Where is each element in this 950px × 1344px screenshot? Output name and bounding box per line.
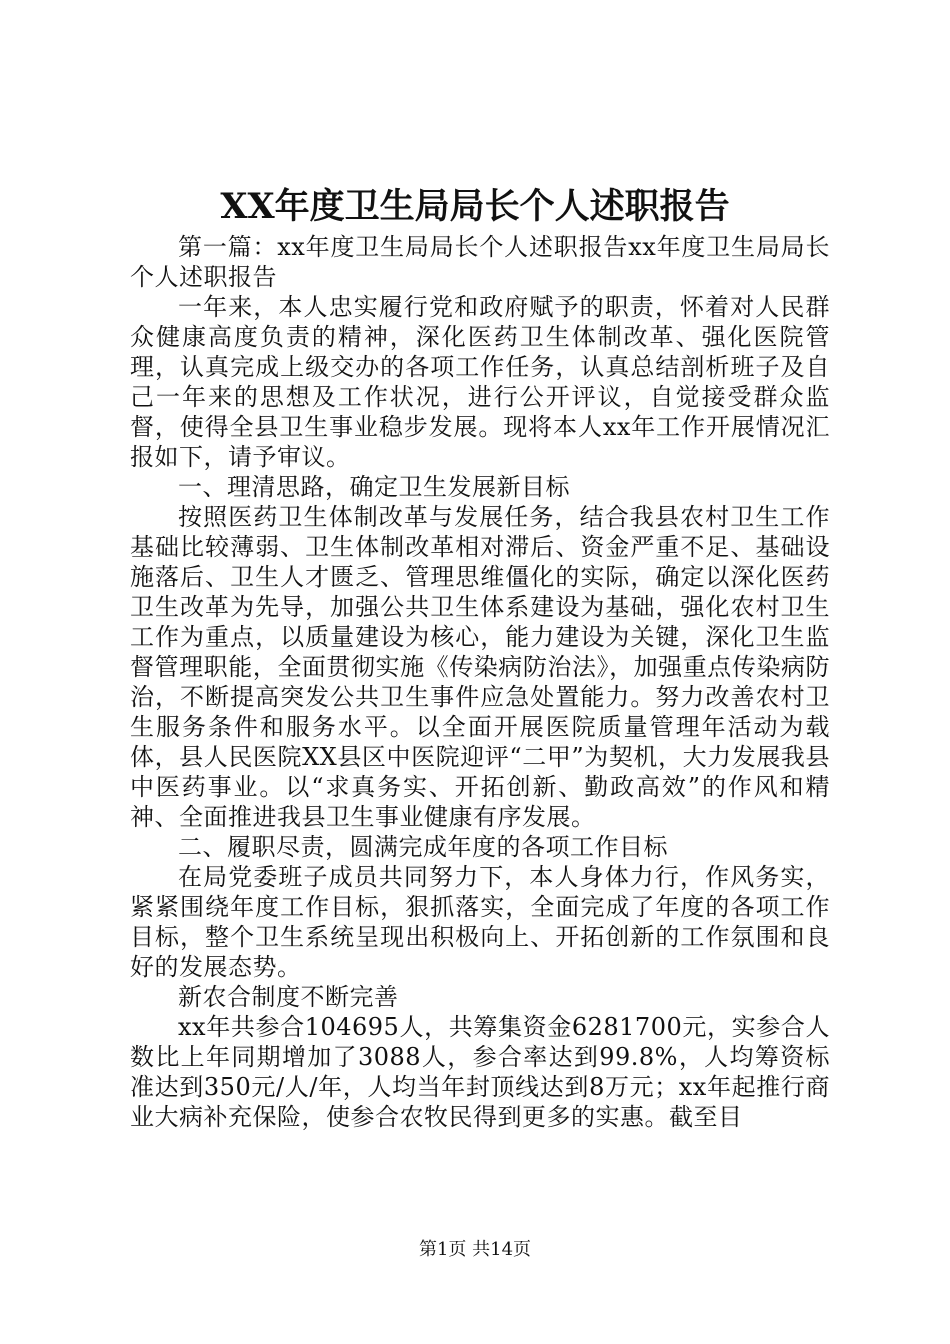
paragraph-subsection: xx年共参合104695人，共筹集资金6281700元，实参合人数比上年同期增加了3088人，参合率达到99.8%，人均筹资标准达到350元/人/年，人均当年封顶线达到8万元；xx年起推行商业大病补充保险，使参合农牧民得到更多的实惠。截至目 xyxy=(130,1013,830,1131)
document-title: XX年度卫生局局长个人述职报告 xyxy=(220,186,730,227)
section-heading-1: 一、理清思路，确定卫生发展新目标 xyxy=(178,473,570,501)
document-body xyxy=(130,232,830,1132)
subsection-heading: 新农合制度不断完善 xyxy=(178,983,399,1011)
page-number-footer: 第1页 共14页 xyxy=(418,1239,532,1260)
section-heading-2: 二、履职尽责，圆满完成年度的各项工作目标 xyxy=(178,833,668,861)
paragraph-intro: 一年来，本人忠实履行党和政府赋予的职责，怀着对人民群众健康高度负责的精神，深化医药卫生体制改革、强化医院管理，认真完成上级交办的各项工作任务，认真总结剖析班子及自己一年来的思想及工作状况，进行公开评议，自觉接受群众监督，使得全县卫生事业稳步发展。现将本人xx年工作开展情况汇报如下，请予审议。 xyxy=(130,293,830,471)
paragraph-section-2: 在局党委班子成员共同努力下，本人身体力行，作风务实，紧紧围绕年度工作目标，狠抓落实，全面完成了年度的各项工作目标，整个卫生系统呈现出积极向上、开拓创新的工作氛围和良好的发展态势。 xyxy=(130,863,830,981)
paragraph-section-1: 按照医药卫生体制改革与发展任务，结合我县农村卫生工作基础比较薄弱、卫生体制改革相对滞后、资金严重不足、基础设施落后、卫生人才匮乏、管理思维僵化的实际，确定以深化医药卫生改革为先导，加强公共卫生体系建设为基础，强化农村卫生工作为重点，以质量建设为核心，能力建设为关键，深化卫生监督管理职能，全面贯彻实施《传染病防治法》，加强重点传染病防治，不断提高突发公共卫生事件应急处置能力。努力改善农村卫生服务条件和服务水平。以全面开展医院质量管理年活动为载体，县人民医院XX县区中医院迎评“二甲”为契机，大力发展我县中医药事业。以“求真务实、开拓创新、勤政高效”的作风和精神、全面推进我县卫生事业健康有序发展。 xyxy=(130,503,830,831)
paragraph-heading-first-article: 第一篇：xx年度卫生局局长个人述职报告xx年度卫生局局长个人述职报告 xyxy=(130,233,830,291)
